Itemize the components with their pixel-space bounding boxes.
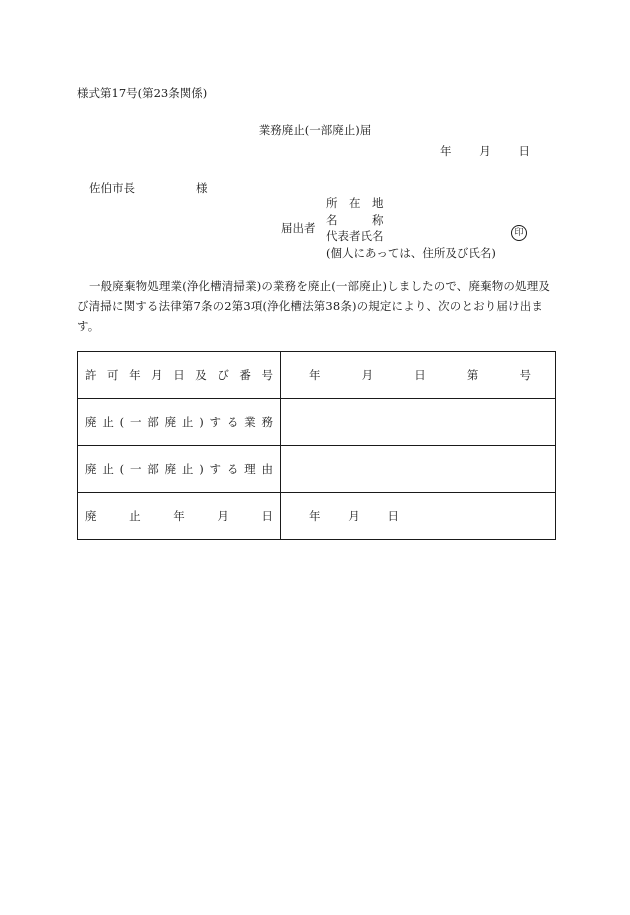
date-month-label: 月 (479, 144, 491, 158)
closure-year: 年 (309, 509, 321, 523)
row-value-permit[interactable] (281, 352, 556, 399)
addressee-suffix: 様 (196, 181, 208, 195)
closure-day: 日 (387, 509, 399, 523)
field-individual-note: (個人にあっては、住所及び氏名) (326, 245, 496, 260)
field-representative: 代表者氏名 (326, 229, 384, 243)
table-row (78, 446, 556, 493)
closure-month: 月 (348, 509, 360, 523)
permit-year: 年 (309, 368, 321, 382)
permit-month: 月 (361, 368, 374, 382)
table-row (78, 493, 556, 540)
row-label-reason: 廃止(一部廃止)する理由 (78, 446, 281, 493)
permit-go: 号 (519, 368, 531, 382)
submission-date (440, 143, 530, 159)
row-value-reason[interactable] (281, 446, 556, 493)
field-name: 名 称 (326, 212, 384, 227)
row-value-closure-date[interactable] (281, 493, 556, 540)
addressee-name: 佐伯市長 (89, 181, 135, 195)
body-text: 一般廃棄物処理業(浄化槽清掃業)の業務を廃止(一部廃止)しましたので、廃棄物の処理及び清掃に関する法律第7条の2第3項(浄化槽法第38条)の規定により、次のとおり届け出ます。 (77, 279, 551, 333)
applicant-label: 届出者 (281, 221, 316, 235)
row-label-closure-date: 廃止年月日 (78, 493, 281, 540)
notice-table (77, 351, 556, 540)
row-value-business[interactable] (281, 399, 556, 446)
permit-day: 日 (414, 368, 426, 382)
seal-mark: 印 (511, 225, 527, 241)
field-address: 所 在 地 (326, 196, 384, 210)
date-year-label: 年 (440, 144, 452, 158)
row-label-business: 廃止(一部廃止)する業務 (78, 399, 281, 446)
date-day-label: 日 (518, 144, 530, 158)
table-row (78, 352, 556, 399)
table-row (78, 399, 556, 446)
document-title: 業務廃止(一部廃止)届 (258, 123, 372, 137)
row-label-permit: 許可年月日及び番号 (78, 352, 281, 399)
form-number: 様式第17号(第23条関係) (77, 86, 208, 100)
permit-dai: 第 (466, 368, 479, 382)
applicant-fields (326, 195, 496, 261)
